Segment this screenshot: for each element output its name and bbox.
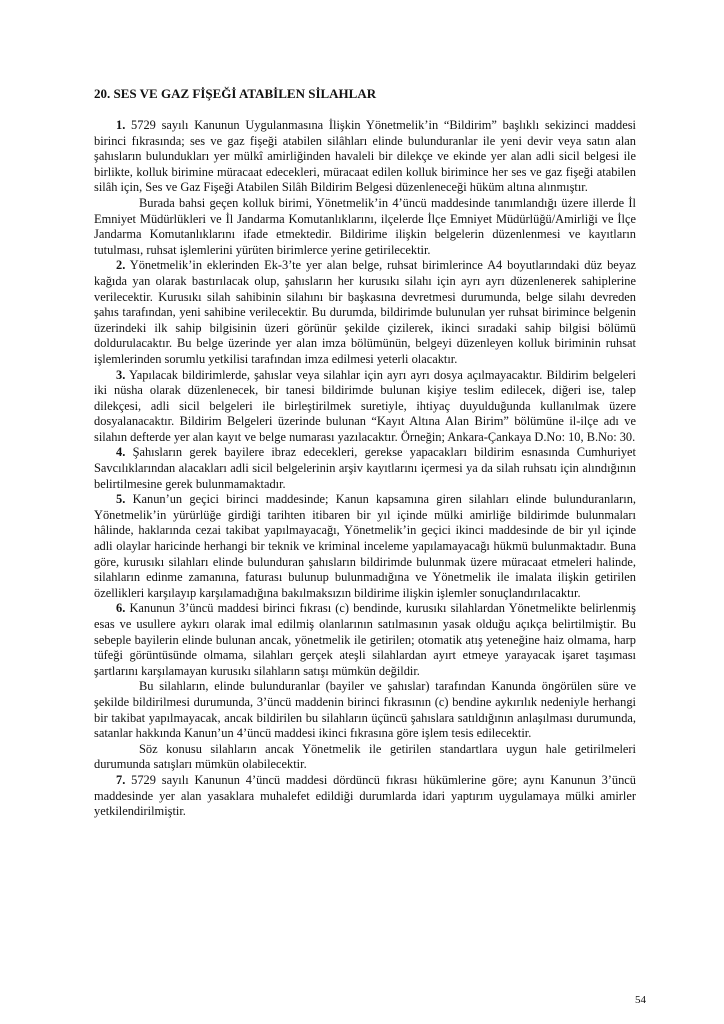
paragraph-7 [94, 773, 636, 820]
paragraph-text: 5729 sayılı Kanunun Uygulanmasına İlişkin Yönetmelik’in “Bildirim” başlıklı sekizinci maddesi birinci fıkrasında; ses ve gaz fişeği atabilen silâhları elinde bulunduranlar ile yeni devir veya satın alan şahısların bulundukları yer mülkî amirliğinden havaleli bir dilekçe ve ekinde yer alan adli sicil belgesi ile birlikte, kolluk birimine müracaat edecekleri, müracaat edilen kolluk birimince her ses ve gaz fişeği atabilen silâh için, Ses ve Gaz Fişeği Atabilen Silâh Bildirim Belgesi düzenleneceği hüküm altına alınmıştır. [94, 118, 636, 195]
paragraph-6-cont-2 [94, 742, 636, 773]
paragraph-text: Yapılacak bildirimlerde, şahıslar veya silahlar için ayrı ayrı dosya açılmayacaktır. Bildirim belgeleri iki nüsha olarak düzenlenecek, bir tanesi bildirimde bulunan kişiye teslim edilecek, diğeri ise, talep dilekçesi, adli sicil belgeleri ile birleştirilmek suretiyle, ihtiyaç duyulduğunda kullanılmak üzere dosyalanacaktır. Bildirim Belgeleri üzerinde bulunan “Kayıt Altına Alan Birim” bölümüne il-ilçe adı ve silahın defterde yer alan kayıt ve belge numarası yazılacaktır. Örneğin; Ankara-Çankaya D.No: 10, B.No: 30. [94, 367, 636, 444]
item-number: 2. [116, 258, 126, 273]
item-number: 4. [116, 445, 126, 460]
section-heading: 20. SES VE GAZ FİŞEĞİ ATABİLEN SİLAHLAR [94, 86, 377, 101]
paragraph-text: Kanun’un geçici birinci maddesinde; Kanun kapsamına giren silahları elinde bulunduranların, Yönetmelik’in yürürlüğe girdiği tarihten itibaren bir yıl içinde mülki amirliğe bildirimde bulunmaları hâlinde, haklarında cezai takibat yapılmayacağı, Yönetmelik’in geçici ikinci maddesinde de bir yıl içinde adli olaylar haricinde herhangi bir teknik ve kriminal inceleme yapılamayacağı hükmü bulunmaktadır. Buna göre, kurusıkı silahları elinde bulunduran şahısların bildirimde bulunmak üzere müracaat etmeleri halinde, silahların edinme zamanına, faturası bulunup bulunmadığına ve Yönetmelik ile imalata ilişkin getirilen özellikleri karşılayıp karşılamadığına bakılmaksızın bildirime ilişkin işlemler sonuçlandırılacaktır. [94, 492, 636, 600]
paragraph-1 [94, 118, 636, 196]
paragraph-1-cont [94, 196, 636, 258]
paragraph-2 [94, 258, 636, 367]
item-number: 6. [116, 601, 126, 616]
item-number: 1. [116, 118, 126, 132]
paragraph-text: Bu silahların, elinde bulunduranlar (bayiler ve şahıslar) tarafından Kanunda öngörülen süre ve şekilde bildirilmesi durumunda, 3’üncü maddenin birinci fıkrasının (c) bendine aykırılık nedeniyle herhangi bir takibat yapılmayacak, ancak bildirilen bu silahların üçüncü şahıslara satıldığının anlaşılması durumunda, satanlar hakkında Kanun’un 4’üncü maddesi ikinci fıkrasına göre işlem tesis edilecektir. [94, 679, 636, 741]
paragraph-4 [94, 445, 636, 492]
paragraph-5 [94, 492, 636, 601]
item-number: 3. [116, 367, 126, 382]
paragraph-text: Şahısların gerek bayilere ibraz edecekleri, gerekse yapacakları bildirim esnasında Cumhuriyet Savcılıklarından alacakları adli sicil belgelerinin arşiv kayıtlarını içermesi ya da silah ruhsatı için alındığının belirtilmesine gerek bulunmamaktadır. [94, 445, 636, 491]
paragraph-6-cont-1 [94, 679, 636, 741]
paragraph-6 [94, 601, 636, 679]
paragraph-text: 5729 sayılı Kanunun 4’üncü maddesi dördüncü fıkrası hükümlerine göre; aynı Kanunun 3’üncü maddesinde yer alan yasaklara muhalefet edildiği durumlarda idari yaptırım uygulamaya mülki amirler yetkilendirilmiştir. [94, 772, 636, 819]
paragraph-text: Yönetmelik’in eklerinden Ek-3’te yer alan belge, ruhsat birimlerince A4 boyutlarındaki düz beyaz kağıda yan olarak bastırılacak olup, şahısların her kurusıkı silahı için ayrı ayrı düzenlenerek sahiplerine verilecektir. Kurusıkı silah sahibinin silahını bir başkasına devretmesi durumunda, belge silahı devreden şahıs tarafından, yeni sahibine verilecektir. Bu durumda, bildirimde bulunulan yer ruhsat birimince belgenin üzerindeki ilk sahip bilgisinin üzeri görünür şekilde çizilerek, ikinci sıradaki sahip bilgisi bölümü doldurulacaktır. Bu belge üzerinde yer alan imza bölümünün, belgeyi düzenleyen kolluk biriminin ruhsat işlemlerinden sorumlu yetkilisi tarafından imza edilmesi yeterli olacaktır. [94, 258, 636, 366]
paragraph-text: Burada bahsi geçen kolluk birimi, Yönetmelik’in 4’üncü maddesinde tanımlandığı üzere illerde İl Emniyet Müdürlükleri ve İl Jandarma Komutanlıklarını, ilçelerde İlçe Emniyet Müdürlüğü/Amirliği ve İlçe Jandarma Komutanlıklarını ifade etmektedir. Bildirime ilişkin belgelerin düzenlenmesi ve kayıtların tutulması, ruhsat işlemlerini yürüten birimlerce yerine getirilecektir. [94, 195, 636, 257]
paragraph-3 [94, 368, 636, 446]
item-number: 7. [116, 772, 126, 787]
item-number: 5. [116, 492, 126, 507]
page-number: 54 [635, 994, 646, 1006]
paragraph-text: Söz konusu silahların ancak Yönetmelik ile getirilen standartlara uygun hale getirilmeleri durumunda satışları mümkün olabilecektir. [94, 741, 636, 772]
paragraph-text: Kanunun 3’üncü maddesi birinci fıkrası (c) bendinde, kurusıkı silahlardan Yönetmelikte belirlenmiş esas ve usullere aykırı olarak imal edilmiş olanlarının satılmasının yasak olduğu açıkça belirtilmiştir. Bu sebeple bayilerin elinde bulunan ancak, yönetmelik ile getirilen; otomatik atış yeteneğine haiz olmama, harp tüfeği görüntüsünde olmama, silahları gerçek ateşli silahlardan ayırt etmeye yarayacak işaret taşıması şartlarını karşılamayan kurusıkı silahların satışı mümkün değildir. [94, 601, 636, 678]
document-page [94, 86, 636, 820]
